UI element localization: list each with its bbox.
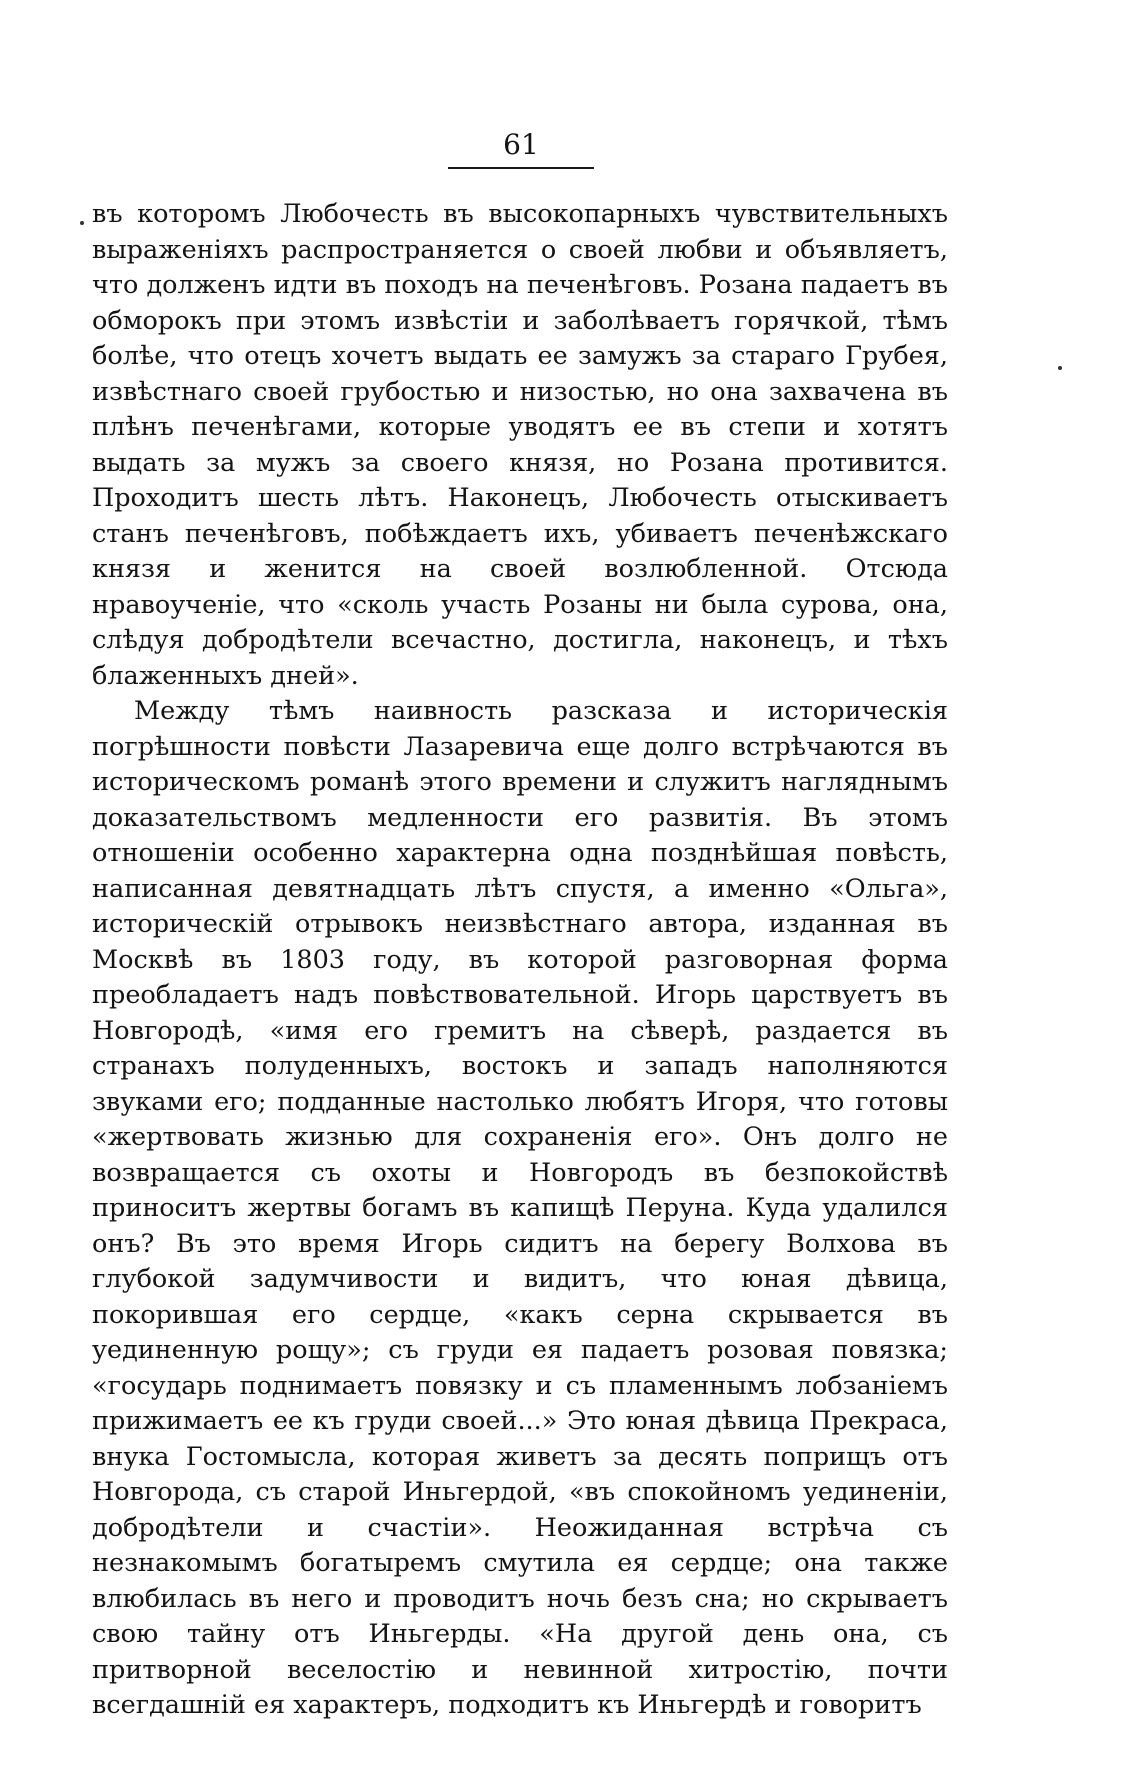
paragraph-continuation: въ которомъ Любочесть въ высокопарныхъ чувствительныхъ выраженіяхъ распространяется о своей любви и объявляетъ, что долженъ идти въ походъ на печенѣговъ. Розана падаетъ въ обморокъ при этомъ извѣстіи и заболѣваетъ горячкой, тѣмъ болѣе, что отецъ хочетъ выдать ее замужъ за стараго Грубея, извѣстнаго своей грубостью и низостью, но она захвачена въ плѣнъ печенѣгами, которые уводятъ ее въ степи и хотятъ выдать за мужъ за своего князя, но Розана противится. Проходитъ шесть лѣтъ. Наконецъ, Любочесть отыскиваетъ станъ печенѣговъ, побѣждаетъ ихъ, убиваетъ печенѣжскаго князя и женится на своей возлюбленной. Отсюда нравоученіе, что «сколь участь Розаны ни была сурова, она, слѣдуя добродѣтели всечастно, достигла, наконецъ, и тѣхъ блаженныхъ дней». — [92, 199, 948, 691]
page-number-rule — [448, 167, 594, 169]
margin-speck — [80, 221, 84, 225]
body-text — [92, 197, 948, 1724]
paragraph: Между тѣмъ наивность разсказа и историческія погрѣшности повѣсти Лазаревича еще долго встрѣчаются въ историческомъ романѣ этого времени и служитъ нагляднымъ доказательствомъ медленности его развитія. Въ этомъ отношеніи особенно характерна одна позднѣйшая повѣсть, написанная девятнадцать лѣтъ спустя, а именно «Ольга», историческій отрывокъ неизвѣстнаго автора, изданная въ Москвѣ въ 1803 году, въ которой разговорная форма преобладаетъ надъ повѣствовательной. Игорь царствуетъ въ Новгородѣ, «имя его гремитъ на сѣверѣ, раздается въ странахъ полуденныхъ, востокъ и западъ наполняются звуками его; подданные настолько любятъ Игоря, что готовы «жертвовать жизнью для сохраненія его». Онъ долго не возвращается съ охоты и Новгородъ въ безпокойствѣ приноситъ жертвы богамъ въ капищѣ Перуна. Куда удалился онъ? Въ это время Игорь сидитъ на берегу Волхова въ глубокой задумчивости и видитъ, что юная дѣвица, покорившая его сердце, «какъ серна скрывается въ уединенную рощу»; съ груди ея падаетъ розовая повязка; «государь поднимаетъ повязку и съ пламеннымъ лобзаніемъ прижимаетъ ее къ груди своей...» Это юная дѣвица Прекраса, внука Гостомысла, которая живетъ за десять поприщъ отъ Новгорода, съ старой Иньгердой, «въ спокойномъ уединеніи, добродѣтели и счастіи». Неожиданная встрѣча съ незнакомымъ богатыремъ смутила ея сердце; она также влюбилась въ него и проводитъ ночь безъ сна; но скрываетъ свою тайну отъ Иньгерды. «На другой день она, съ притворной веселостію и невинной хитростію, почти всегдашній ея характеръ, подходитъ къ Иньгердѣ и говоритъ — [92, 696, 948, 1720]
margin-speck — [1058, 366, 1062, 370]
page-number: 61 — [503, 128, 539, 161]
